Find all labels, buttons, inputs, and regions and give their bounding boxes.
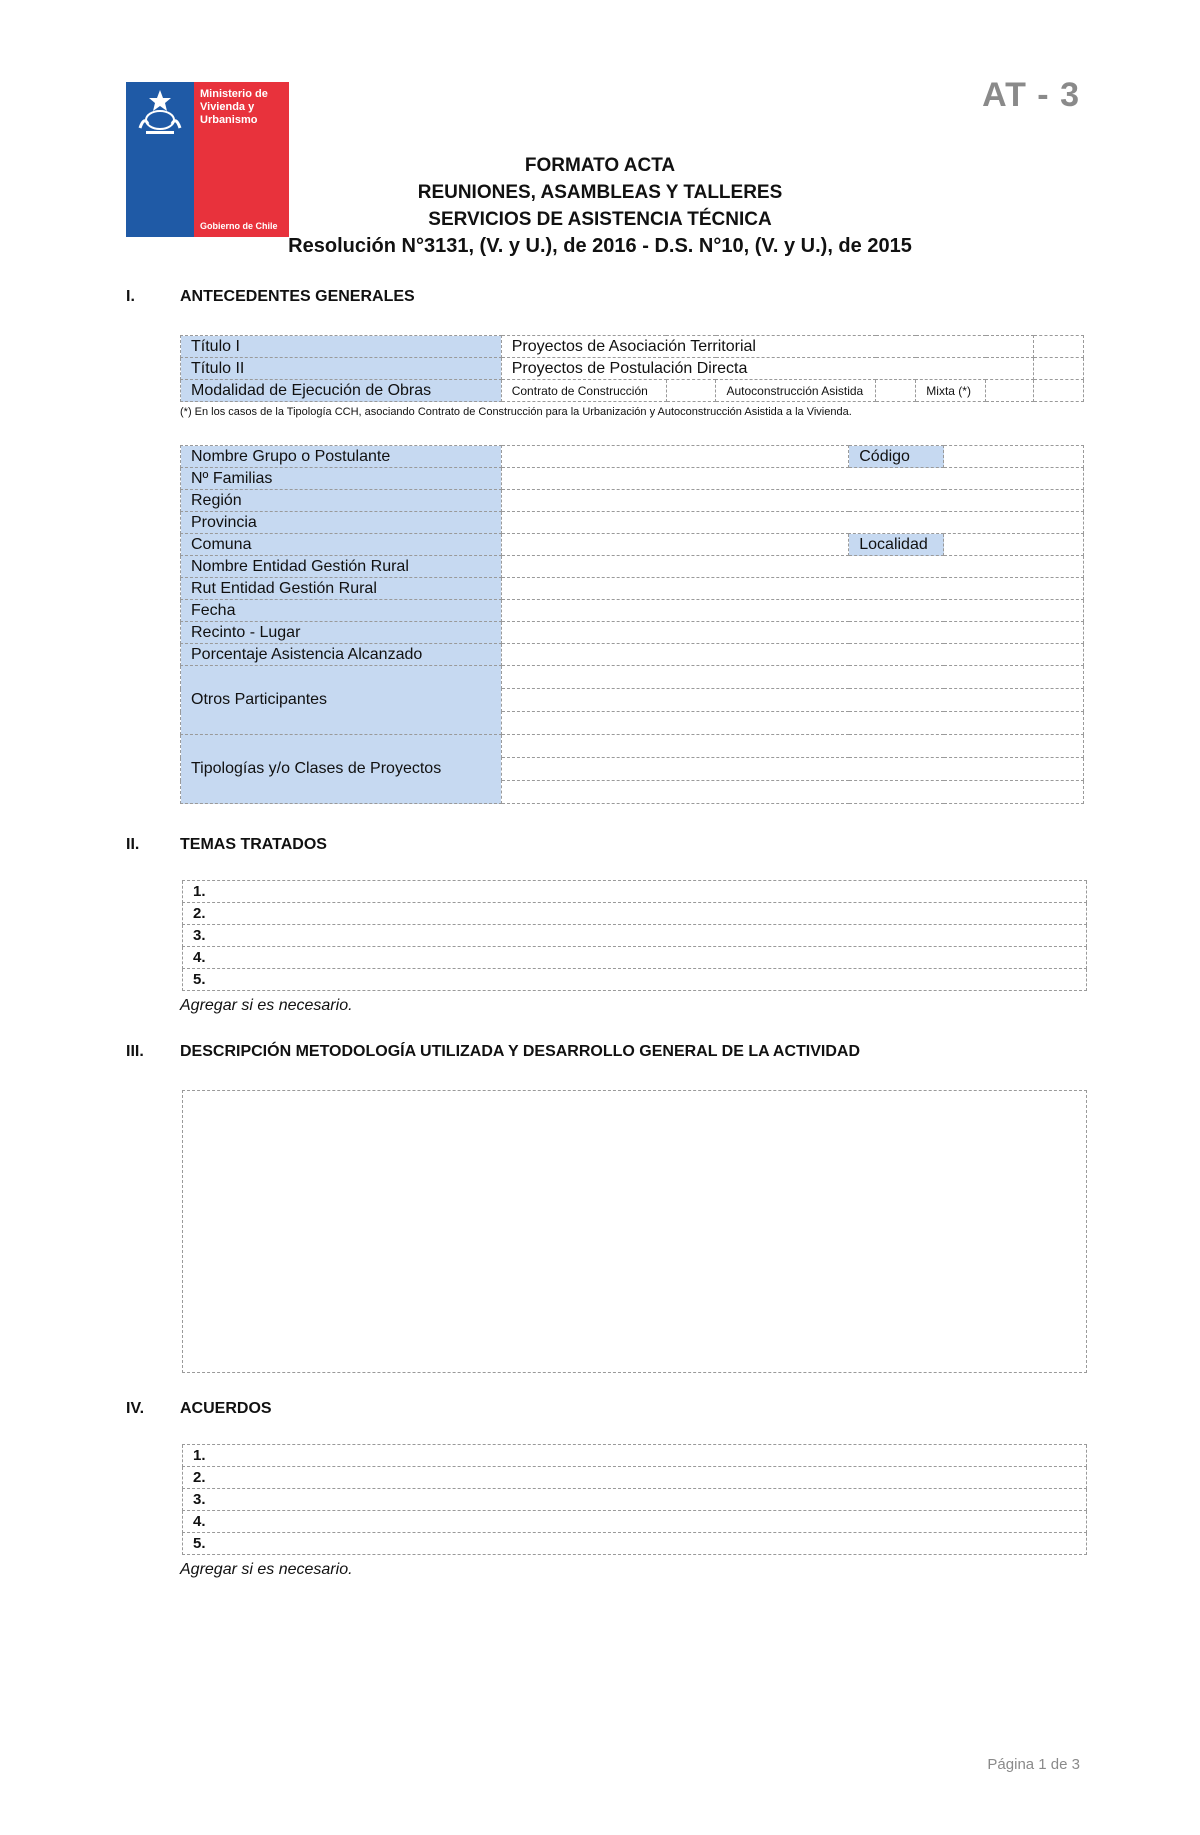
provincia-label: Provincia — [181, 512, 502, 534]
temas-list — [182, 880, 1087, 991]
acuerdos-list — [182, 1444, 1087, 1555]
titulo-1-value: Proyectos de Asociación Territorial — [501, 336, 1033, 358]
tema-item[interactable]: 1. — [182, 881, 1087, 903]
tema-item[interactable]: 2. — [182, 903, 1087, 925]
modalidad-check-autoconstruccion[interactable] — [876, 380, 916, 402]
title-line-3: SERVICIOS DE ASISTENCIA TÉCNICA — [428, 209, 772, 230]
titulo-2-check[interactable] — [1034, 358, 1084, 380]
title-line-2: REUNIONES, ASAMBLEAS Y TALLERES — [417, 182, 783, 203]
region-input[interactable] — [501, 490, 1083, 512]
titulo-1-label: Título I — [181, 336, 502, 358]
modalidad-option-autoconstruccion: Autoconstrucción Asistida — [716, 380, 876, 402]
section-4-number: IV. — [126, 1400, 145, 1417]
codigo-input[interactable] — [944, 446, 1084, 468]
modalidad-label: Modalidad de Ejecución de Obras — [181, 380, 502, 402]
provincia-input[interactable] — [501, 512, 1083, 534]
recinto-input[interactable] — [501, 622, 1083, 644]
nombre-grupo-label: Nombre Grupo o Postulante — [181, 446, 502, 468]
acuerdo-item[interactable]: 1. — [182, 1445, 1087, 1467]
general-data-table — [180, 445, 1084, 804]
page-number: Página 1 de 3 — [987, 1756, 1080, 1773]
comuna-label: Comuna — [181, 534, 502, 556]
section-3-title: DESCRIPCIÓN METODOLOGÍA UTILIZADA Y DESARROLLO GENERAL DE LA ACTIVIDAD — [180, 1043, 861, 1060]
otros-participantes-line-2[interactable] — [501, 689, 1083, 712]
tipologias-line-2[interactable] — [501, 758, 1083, 781]
tipologias-line-3[interactable] — [501, 781, 1083, 804]
modalidad-option-mixta: Mixta (*) — [916, 380, 986, 402]
descripcion-textarea[interactable] — [182, 1090, 1087, 1373]
recinto-label: Recinto - Lugar — [181, 622, 502, 644]
section-1-number: I. — [126, 288, 135, 305]
familias-input[interactable] — [501, 468, 1083, 490]
modalidad-check-contrato[interactable] — [666, 380, 716, 402]
acuerdos-hint: Agregar si es necesario. — [180, 1561, 353, 1578]
titulo-1-check[interactable] — [1034, 336, 1084, 358]
rut-entidad-label: Rut Entidad Gestión Rural — [181, 578, 502, 600]
section-2-number: II. — [126, 836, 140, 853]
nombre-grupo-input[interactable] — [501, 446, 848, 468]
tema-item[interactable]: 5. — [182, 969, 1087, 991]
localidad-label: Localidad — [849, 534, 944, 556]
porcentaje-input[interactable] — [501, 644, 1083, 666]
modalidad-option-contrato: Contrato de Construcción — [501, 380, 666, 402]
logo-government-text: Gobierno de Chile — [200, 221, 278, 231]
title-resolution: Resolución N°3131, (V. y U.), de 2016 - D.S. N°10, (V. y U.), de 2015 — [288, 235, 912, 257]
modalidad-footnote: (*) En los casos de la Tipología CCH, asociando Contrato de Construcción para la Urbanización y Autoconstrucción Asistida a la Vivienda. — [180, 406, 852, 418]
fecha-input[interactable] — [501, 600, 1083, 622]
acuerdo-item[interactable]: 5. — [182, 1533, 1087, 1555]
acuerdo-item[interactable]: 3. — [182, 1489, 1087, 1511]
tema-item[interactable]: 3. — [182, 925, 1087, 947]
codigo-label: Código — [849, 446, 944, 468]
tema-item[interactable]: 4. — [182, 947, 1087, 969]
nombre-entidad-input[interactable] — [501, 556, 1083, 578]
coat-of-arms-icon — [134, 88, 186, 136]
logo-ministry-text: Ministerio de Vivienda y Urbanismo — [200, 88, 268, 126]
section-1-title: ANTECEDENTES GENERALES — [180, 288, 415, 305]
fecha-label: Fecha — [181, 600, 502, 622]
modalidad-check-mixta[interactable] — [986, 380, 1034, 402]
section-4-title: ACUERDOS — [180, 1400, 272, 1417]
localidad-input[interactable] — [944, 534, 1084, 556]
nombre-entidad-label: Nombre Entidad Gestión Rural — [181, 556, 502, 578]
titulo-2-label: Título II — [181, 358, 502, 380]
familias-label: Nº Familias — [181, 468, 502, 490]
otros-participantes-line-3[interactable] — [501, 712, 1083, 735]
otros-participantes-label: Otros Participantes — [181, 666, 502, 735]
acuerdo-item[interactable]: 4. — [182, 1511, 1087, 1533]
porcentaje-label: Porcentaje Asistencia Alcanzado — [181, 644, 502, 666]
titulo-2-value: Proyectos de Postulación Directa — [501, 358, 1033, 380]
section-3-number: III. — [126, 1043, 144, 1060]
acuerdo-item[interactable]: 2. — [182, 1467, 1087, 1489]
document-code: AT - 3 — [982, 76, 1080, 114]
otros-participantes-line-1[interactable] — [501, 666, 1083, 689]
tipologias-label: Tipologías y/o Clases de Proyectos — [181, 735, 502, 804]
rut-entidad-input[interactable] — [501, 578, 1083, 600]
modalidad-blank — [1034, 380, 1084, 402]
document-title — [0, 152, 1200, 260]
region-label: Región — [181, 490, 502, 512]
comuna-input[interactable] — [501, 534, 848, 556]
title-line-1: FORMATO ACTA — [524, 155, 676, 176]
tipologias-line-1[interactable] — [501, 735, 1083, 758]
titles-table — [180, 335, 1084, 402]
temas-hint: Agregar si es necesario. — [180, 997, 353, 1014]
section-2-title: TEMAS TRATADOS — [180, 836, 327, 853]
